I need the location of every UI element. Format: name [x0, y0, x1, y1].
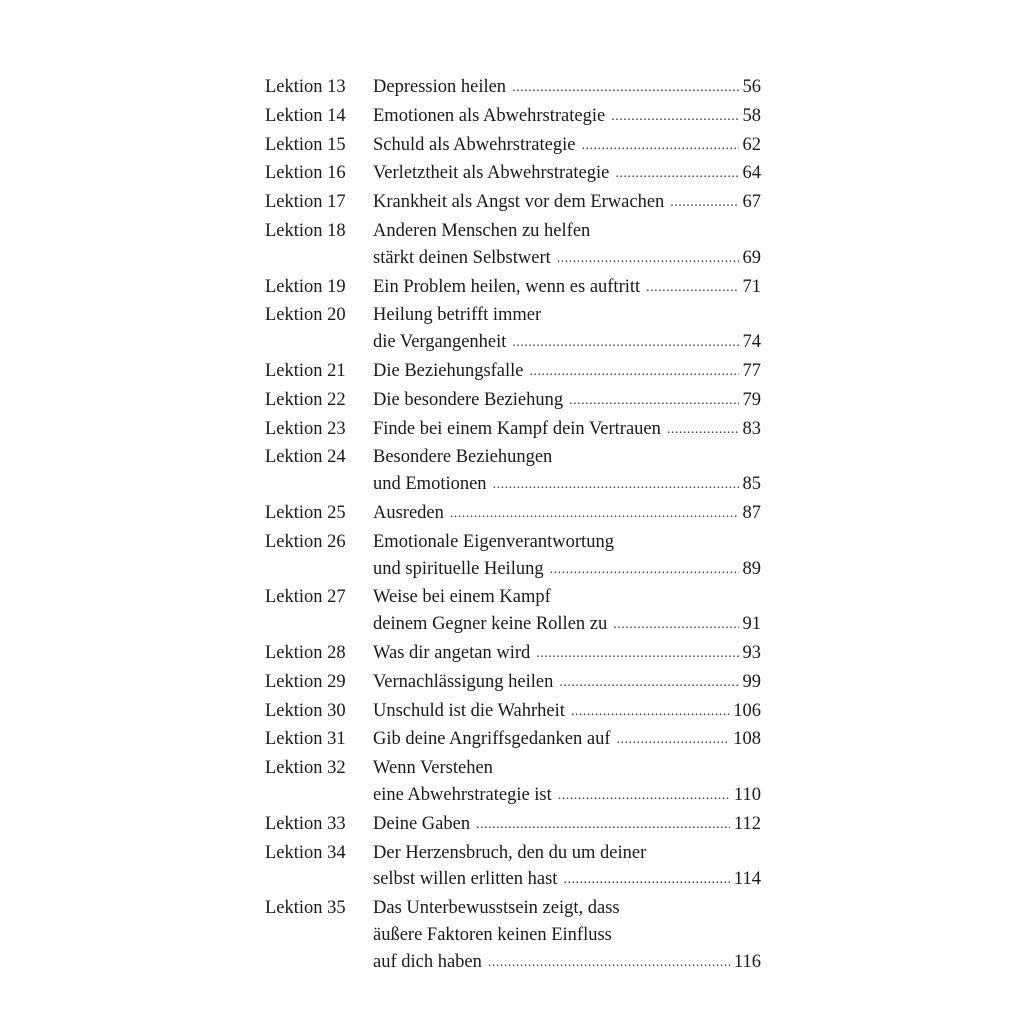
page-number: 114 — [733, 869, 761, 890]
page-number: 71 — [742, 276, 761, 297]
dot-leader — [530, 359, 739, 386]
lesson-title-last-line — [373, 329, 761, 358]
toc-entry — [265, 698, 761, 727]
lesson-number: Lektion 22 — [265, 389, 346, 410]
toc-entry — [265, 274, 761, 303]
lesson-number: Lektion 32 — [265, 758, 346, 779]
lesson-number: Lektion 26 — [265, 531, 346, 552]
dot-leader — [670, 190, 738, 217]
table-of-contents — [265, 74, 761, 978]
lesson-title-block — [373, 416, 761, 445]
lesson-title-line: die Vergangenheit — [373, 332, 507, 353]
dot-leader — [611, 104, 738, 131]
lesson-title-block — [373, 160, 761, 189]
dot-leader — [512, 75, 738, 102]
dot-leader — [581, 133, 738, 160]
lesson-title-block — [373, 74, 761, 103]
toc-entry — [265, 529, 761, 585]
lesson-title-block — [373, 698, 761, 727]
lesson-title-last-line — [373, 160, 761, 189]
lesson-number: Lektion 20 — [265, 305, 346, 326]
dot-leader — [617, 727, 730, 754]
toc-entry — [265, 358, 761, 387]
lesson-title-line: Das Unterbewusstsein zeigt, dass — [373, 898, 620, 919]
lesson-title-line: eine Abwehrstrategie ist — [373, 784, 552, 805]
lesson-title-line: Ausreden — [373, 502, 444, 523]
lesson-title-last-line — [373, 416, 761, 445]
lesson-title-block — [373, 669, 761, 698]
dot-leader — [493, 472, 739, 499]
lesson-number: Lektion 35 — [265, 898, 346, 919]
lesson-title-line: Deine Gaben — [373, 813, 471, 834]
lesson-number: Lektion 25 — [265, 502, 346, 523]
lesson-title-block — [373, 584, 761, 640]
lesson-title-line: Wenn Verstehen — [373, 758, 493, 779]
lesson-title-block — [373, 726, 761, 755]
lesson-number: Lektion 28 — [265, 642, 346, 663]
page-number: 83 — [742, 418, 761, 439]
lesson-number: Lektion 29 — [265, 671, 346, 692]
lesson-title-last-line — [373, 189, 761, 218]
page-number: 69 — [742, 247, 761, 268]
lesson-title-line: Anderen Menschen zu helfen — [373, 220, 591, 241]
lesson-title-block — [373, 103, 761, 132]
dot-leader — [569, 388, 738, 415]
dot-leader — [558, 783, 730, 810]
dot-leader — [476, 812, 730, 839]
lesson-title-last-line — [373, 811, 761, 840]
page-number: 56 — [742, 77, 761, 97]
page-number: 106 — [733, 700, 761, 721]
lesson-title-line: und Emotionen — [373, 474, 487, 495]
lesson-title-line: stärkt deinen Selbstwert — [373, 247, 551, 268]
lesson-title-last-line — [373, 274, 761, 303]
lesson-number: Lektion 24 — [265, 447, 346, 468]
toc-entry — [265, 302, 761, 358]
page-number: 112 — [733, 813, 761, 834]
lesson-number: Lektion 21 — [265, 360, 346, 381]
toc-entry — [265, 416, 761, 445]
lesson-number: Lektion 15 — [265, 134, 346, 155]
lesson-title-last-line — [373, 245, 761, 274]
dot-leader — [488, 950, 730, 977]
lesson-number: Lektion 34 — [265, 842, 346, 863]
lesson-title-block — [373, 755, 761, 811]
dot-leader — [536, 641, 738, 668]
lesson-title-line: Die Beziehungsfalle — [373, 360, 524, 381]
lesson-title-last-line — [373, 698, 761, 727]
lesson-title-block — [373, 640, 761, 669]
toc-entry — [265, 103, 761, 132]
page-number: 64 — [742, 163, 761, 184]
lesson-title-block — [373, 189, 761, 218]
page-number: 79 — [742, 389, 761, 410]
page-number: 99 — [742, 671, 761, 692]
lesson-title-block — [373, 811, 761, 840]
lesson-title-line: auf dich haben — [373, 951, 482, 972]
lesson-number: Lektion 14 — [265, 105, 346, 126]
lesson-title-line: Verletztheit als Abwehrstrategie — [373, 163, 610, 184]
toc-entry — [265, 584, 761, 640]
lesson-title-block — [373, 274, 761, 303]
lesson-number: Lektion 17 — [265, 192, 346, 213]
toc-entry — [265, 132, 761, 161]
toc-entry — [265, 640, 761, 669]
lesson-title-last-line — [373, 387, 761, 416]
dot-leader — [512, 330, 738, 357]
lesson-title-line: Depression heilen — [373, 77, 507, 97]
lesson-title-last-line — [373, 74, 761, 103]
page-number: 110 — [733, 784, 761, 805]
lesson-title-block — [373, 895, 761, 977]
lesson-title-last-line — [373, 866, 761, 895]
lesson-title-last-line — [373, 358, 761, 387]
page-number: 85 — [742, 474, 761, 495]
dot-leader — [615, 161, 738, 188]
lesson-title-line: selbst willen erlitten hast — [373, 869, 558, 890]
lesson-number: Lektion 31 — [265, 729, 346, 750]
toc-entry — [265, 500, 761, 529]
lesson-title-last-line — [373, 471, 761, 500]
toc-entry — [265, 444, 761, 500]
page-number: 91 — [742, 614, 761, 635]
toc-entry — [265, 189, 761, 218]
lesson-title-line: und spirituelle Heilung — [373, 558, 544, 579]
toc-entry — [265, 726, 761, 755]
lesson-title-block — [373, 444, 761, 500]
lesson-title-block — [373, 358, 761, 387]
page-number: 89 — [742, 558, 761, 579]
toc-entry — [265, 74, 761, 103]
lesson-title-line: Was dir angetan wird — [373, 642, 531, 663]
lesson-title-line: Schuld als Abwehrstrategie — [373, 134, 576, 155]
lesson-number: Lektion 18 — [265, 220, 346, 241]
dot-leader — [450, 501, 739, 528]
lesson-number: Lektion 27 — [265, 587, 346, 608]
lesson-title-last-line — [373, 132, 761, 161]
lesson-title-line: Emotionen als Abwehrstrategie — [373, 105, 606, 126]
lesson-title-last-line — [373, 500, 761, 529]
dot-leader — [613, 612, 738, 639]
lesson-title-line: Unschuld ist die Wahrheit — [373, 700, 565, 721]
lesson-title-last-line — [373, 640, 761, 669]
lesson-title-last-line — [373, 669, 761, 698]
toc-entry — [265, 218, 761, 274]
lesson-title-line: Vernachlässigung heilen — [373, 671, 554, 692]
toc-entry — [265, 160, 761, 189]
lesson-title-block — [373, 500, 761, 529]
lesson-number: Lektion 33 — [265, 813, 346, 834]
lesson-title-line: Ein Problem heilen, wenn es auftritt — [373, 276, 641, 297]
page-number: 116 — [733, 951, 761, 972]
toc-entry — [265, 755, 761, 811]
toc-entry — [265, 811, 761, 840]
toc-entry — [265, 669, 761, 698]
lesson-title-line: Emotionale Eigenverantwortung — [373, 531, 614, 552]
dot-leader — [559, 670, 738, 697]
toc-entry — [265, 895, 761, 977]
lesson-title-line: Krankheit als Angst vor dem Erwachen — [373, 192, 665, 213]
lesson-title-line: Der Herzensbruch, den du um deiner — [373, 842, 647, 863]
lesson-title-line: deinem Gegner keine Rollen zu — [373, 614, 608, 635]
lesson-number: Lektion 16 — [265, 163, 346, 184]
lesson-title-line: Gib deine Angriffsgedanken auf — [373, 729, 611, 750]
toc-entry — [265, 840, 761, 896]
page-number: 67 — [742, 192, 761, 213]
lesson-title-block — [373, 132, 761, 161]
dot-leader — [646, 275, 738, 302]
lesson-title-line: Besondere Beziehungen — [373, 447, 553, 468]
lesson-number: Lektion 30 — [265, 700, 346, 721]
lesson-number: Lektion 23 — [265, 418, 346, 439]
lesson-title-line: Heilung betrifft immer — [373, 305, 542, 326]
lesson-title-last-line — [373, 611, 761, 640]
lesson-title-block — [373, 302, 761, 358]
page-number: 74 — [742, 332, 761, 353]
lesson-title-last-line — [373, 782, 761, 811]
lesson-title-last-line — [373, 726, 761, 755]
dot-leader — [550, 557, 739, 584]
dot-leader — [571, 699, 729, 726]
lesson-title-last-line — [373, 103, 761, 132]
lesson-title-line: Die besondere Beziehung — [373, 389, 564, 410]
page-number: 87 — [742, 502, 761, 523]
lesson-number: Lektion 19 — [265, 276, 346, 297]
lesson-title-last-line — [373, 556, 761, 585]
lesson-title-block — [373, 529, 761, 585]
lesson-title-block — [373, 218, 761, 274]
page-number: 62 — [742, 134, 761, 155]
lesson-title-block — [373, 387, 761, 416]
dot-leader — [563, 867, 729, 894]
lesson-title-block — [373, 840, 761, 896]
dot-leader — [557, 246, 739, 273]
lesson-title-line: Weise bei einem Kampf — [373, 587, 551, 608]
page-number: 77 — [742, 360, 761, 381]
dot-leader — [667, 417, 739, 444]
lesson-title-line: Finde bei einem Kampf dein Vertrauen — [373, 418, 661, 439]
lesson-number: Lektion 13 — [265, 77, 346, 97]
page-number: 108 — [733, 729, 761, 750]
page-number: 93 — [742, 642, 761, 663]
lesson-title-line: äußere Faktoren keinen Einfluss — [373, 924, 612, 945]
toc-entry — [265, 387, 761, 416]
lesson-title-last-line — [373, 949, 761, 978]
page-number: 58 — [742, 105, 761, 126]
